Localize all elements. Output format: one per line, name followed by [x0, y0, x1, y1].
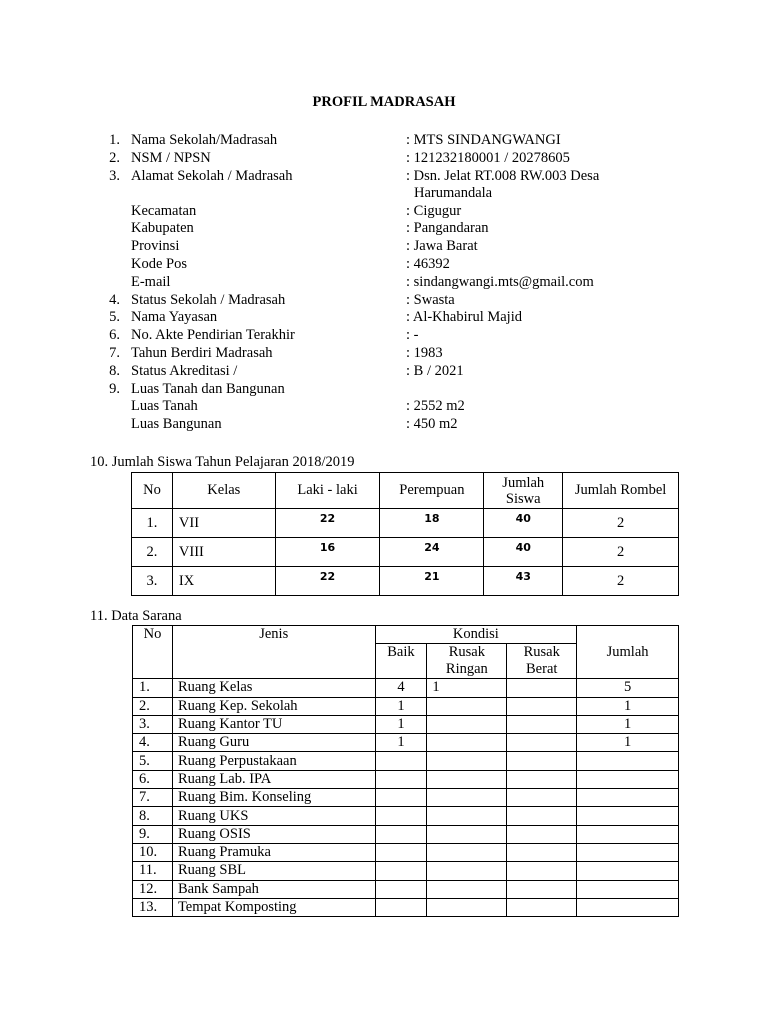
cell-baik	[375, 770, 427, 788]
profile-num: 7.	[109, 344, 120, 361]
cell-rusak-berat	[507, 770, 577, 788]
cell-baik: 1	[375, 715, 427, 733]
cell-perempuan: 18	[380, 509, 484, 538]
cell-perempuan: 21	[380, 567, 484, 596]
profile-num: 3.	[109, 167, 120, 184]
table-row	[133, 898, 679, 916]
profile-value	[406, 292, 455, 310]
profile-num: 4.	[109, 291, 120, 308]
header-jumlah: Jumlah	[577, 626, 679, 679]
table-row	[132, 567, 679, 596]
cell-baik	[375, 880, 427, 898]
cell-jumlah	[577, 862, 679, 880]
cell-no: 2.	[133, 697, 173, 715]
profile-row	[90, 150, 690, 168]
cell-baik: 4	[375, 679, 427, 697]
cell-rusak-ringan	[427, 880, 507, 898]
profile-value-text: : MTS SINDANGWANGI	[406, 132, 561, 148]
cell-rusak-ringan	[427, 862, 507, 880]
cell-jenis: Ruang SBL	[172, 862, 375, 880]
header-rusak-ringan-line2: Ringan	[445, 661, 488, 678]
header-kelas: Kelas	[172, 473, 275, 509]
profile-value	[406, 238, 478, 256]
profile-row	[90, 327, 690, 345]
profile-row	[90, 345, 690, 363]
cell-rusak-ringan	[427, 807, 507, 825]
cell-jumlah: 1	[577, 734, 679, 752]
cell-jumlah: 40	[484, 509, 563, 538]
header-no: No	[132, 473, 173, 509]
profile-num: 6.	[109, 327, 120, 344]
profile-label: E-mail	[131, 273, 171, 290]
table-row	[133, 825, 679, 843]
cell-jumlah	[577, 752, 679, 770]
table-row	[133, 752, 679, 770]
profile-value-text: : Jawa Barat	[406, 238, 478, 255]
profile-value	[406, 168, 599, 204]
profile-value-line2: Harumandala	[414, 185, 493, 202]
profile-label: Luas Tanah dan Bangunan	[131, 380, 285, 397]
cell-jumlah: 40	[484, 538, 563, 567]
cell-baik	[375, 843, 427, 861]
cell-rusak-ringan	[427, 843, 507, 861]
page-title: PROFIL MADRASAH	[312, 94, 456, 110]
profile-value	[406, 203, 461, 221]
student-count-table	[131, 472, 679, 596]
cell-baik: 1	[375, 697, 427, 715]
profile-value-text: : 1983	[406, 344, 443, 361]
table-row	[132, 509, 679, 538]
profile-label: Status Akreditasi /	[131, 362, 238, 379]
cell-rusak-berat	[507, 843, 577, 861]
cell-jumlah	[577, 843, 679, 861]
profile-value	[406, 345, 443, 363]
profile-num: 9.	[109, 380, 120, 397]
cell-jenis: Ruang Guru	[172, 734, 375, 752]
cell-jumlah	[577, 825, 679, 843]
table-row	[133, 770, 679, 788]
table-row	[133, 697, 679, 715]
cell-kelas: IX	[172, 567, 275, 596]
cell-jumlah: 1	[577, 715, 679, 733]
header-kondisi: Kondisi	[375, 626, 577, 644]
profile-value-text: : B / 2021	[406, 362, 464, 379]
cell-rusak-berat	[507, 752, 577, 770]
cell-rombel: 2	[563, 509, 679, 538]
header-rusak-berat-line1: Rusak	[523, 644, 560, 661]
profile-list	[90, 132, 690, 434]
cell-rusak-ringan: 1	[427, 679, 507, 697]
header-rusak-berat-line2: Berat	[526, 661, 558, 678]
profile-label: Nama Sekolah/Madrasah	[131, 132, 278, 148]
cell-jumlah	[577, 807, 679, 825]
cell-rusak-berat	[507, 825, 577, 843]
facilities-table	[132, 625, 679, 917]
header-jumlah-line1: Jumlah	[502, 474, 545, 491]
cell-laki: 22	[275, 567, 380, 596]
table-row	[133, 807, 679, 825]
profile-label: Kecamatan	[131, 202, 197, 219]
profile-value	[406, 132, 561, 150]
cell-jenis: Ruang Kep. Sekolah	[172, 697, 375, 715]
cell-baik	[375, 898, 427, 916]
table-row	[133, 679, 679, 697]
cell-no: 5.	[133, 752, 173, 770]
profile-label: Alamat Sekolah / Madrasah	[131, 167, 293, 184]
profile-value-text: : -	[406, 327, 419, 344]
cell-rusak-ringan	[427, 752, 507, 770]
header-rusak-ringan	[427, 644, 507, 679]
cell-jumlah	[577, 880, 679, 898]
cell-no: 2.	[132, 538, 173, 567]
cell-no: 13.	[133, 898, 173, 916]
cell-no: 3.	[133, 715, 173, 733]
profile-value-text: : Pangandaran	[406, 220, 489, 237]
cell-jenis: Ruang Kantor TU	[172, 715, 375, 733]
profile-row	[90, 256, 690, 274]
cell-rusak-berat	[507, 715, 577, 733]
profile-row	[90, 398, 690, 416]
cell-rusak-berat	[507, 789, 577, 807]
cell-jumlah	[577, 789, 679, 807]
cell-jumlah: 5	[577, 679, 679, 697]
cell-no: 7.	[133, 789, 173, 807]
cell-jenis: Ruang UKS	[172, 807, 375, 825]
cell-jumlah: 1	[577, 697, 679, 715]
table-row	[132, 538, 679, 567]
header-rombel: Jumlah Rombel	[563, 473, 679, 509]
profile-value-text: : 46392	[406, 255, 450, 272]
cell-rusak-ringan	[427, 789, 507, 807]
cell-jenis: Ruang OSIS	[172, 825, 375, 843]
profile-label: Kabupaten	[131, 220, 194, 237]
cell-no: 1.	[132, 509, 173, 538]
cell-no: 10.	[133, 843, 173, 861]
profile-value	[406, 398, 465, 416]
profile-label: Kode Pos	[131, 255, 187, 272]
profile-num: 2.	[109, 149, 120, 166]
cell-rusak-berat	[507, 697, 577, 715]
table-row	[133, 734, 679, 752]
header-perempuan: Perempuan	[380, 473, 484, 509]
profile-num: 1.	[109, 132, 120, 148]
cell-rusak-berat	[507, 807, 577, 825]
profile-label: Provinsi	[131, 238, 180, 255]
profile-value-text: : sindangwangi.mts@gmail.com	[406, 273, 594, 290]
cell-rombel: 2	[563, 567, 679, 596]
profile-value-text: : Al-Khabirul Majid	[406, 309, 522, 326]
section-10-title: 10. Jumlah Siswa Tahun Pelajaran 2018/2019	[90, 454, 355, 470]
profile-row	[90, 238, 690, 256]
cell-rusak-ringan	[427, 734, 507, 752]
table-row	[133, 880, 679, 898]
cell-no: 6.	[133, 770, 173, 788]
cell-jumlah: 43	[484, 567, 563, 596]
table-row	[133, 843, 679, 861]
header-jumlah-line2: Siswa	[505, 490, 541, 507]
cell-no: 8.	[133, 807, 173, 825]
profile-num: 8.	[109, 362, 120, 379]
profile-label: NSM / NPSN	[131, 149, 211, 166]
cell-baik	[375, 862, 427, 880]
cell-laki: 16	[275, 538, 380, 567]
cell-rusak-berat	[507, 734, 577, 752]
profile-label: Luas Bangunan	[131, 416, 222, 433]
profile-value	[406, 416, 458, 434]
cell-rusak-ringan	[427, 697, 507, 715]
header-jumlah-siswa	[484, 473, 563, 509]
cell-rusak-ringan	[427, 715, 507, 733]
cell-jenis: Bank Sampah	[172, 880, 375, 898]
profile-value-text: : 121232180001 / 20278605	[406, 149, 570, 166]
cell-no: 3.	[132, 567, 173, 596]
cell-laki: 22	[275, 509, 380, 538]
profile-value-text: : 2552 m2	[406, 398, 465, 415]
cell-no: 4.	[133, 734, 173, 752]
table-row	[133, 862, 679, 880]
cell-rusak-ringan	[427, 770, 507, 788]
cell-jenis: Ruang Lab. IPA	[172, 770, 375, 788]
header-no: No	[133, 626, 173, 679]
profile-num: 5.	[109, 309, 120, 326]
profile-label: Nama Yayasan	[131, 309, 218, 326]
cell-rusak-berat	[507, 898, 577, 916]
cell-no: 1.	[133, 679, 173, 697]
cell-baik	[375, 789, 427, 807]
header-jenis: Jenis	[172, 626, 375, 679]
profile-row	[90, 309, 690, 327]
profile-value	[406, 309, 522, 327]
profile-value	[406, 327, 418, 345]
profile-value	[406, 220, 489, 238]
profile-value-text: : Cigugur	[406, 202, 462, 219]
cell-perempuan: 24	[380, 538, 484, 567]
profile-row	[90, 416, 690, 434]
header-laki: Laki - laki	[275, 473, 380, 509]
profile-label: Luas Tanah	[131, 398, 198, 415]
profile-row	[90, 203, 690, 221]
table-row	[133, 715, 679, 733]
cell-rusak-ringan	[427, 898, 507, 916]
profile-row	[90, 132, 690, 150]
profile-value-text: : Dsn. Jelat RT.008 RW.003 Desa	[406, 167, 600, 184]
cell-no: 11.	[133, 862, 173, 880]
cell-jenis: Ruang Perpustakaan	[172, 752, 375, 770]
cell-baik	[375, 807, 427, 825]
section-11-title: 11. Data Sarana	[90, 608, 182, 624]
profile-value	[406, 256, 450, 274]
cell-baik	[375, 752, 427, 770]
cell-jenis: Ruang Bim. Konseling	[172, 789, 375, 807]
profile-value-text: : Swasta	[406, 291, 455, 308]
table-row	[133, 789, 679, 807]
profile-value-text: : 450 m2	[406, 416, 458, 433]
profile-row	[90, 274, 690, 292]
profile-row	[90, 363, 690, 381]
cell-rusak-berat	[507, 880, 577, 898]
profile-row	[90, 381, 690, 399]
profile-row	[90, 168, 690, 203]
cell-jumlah	[577, 770, 679, 788]
header-rusak-ringan-line1: Rusak	[448, 644, 485, 661]
header-rusak-berat	[507, 644, 577, 679]
profile-value	[406, 274, 594, 292]
cell-kelas: VIII	[172, 538, 275, 567]
profile-row	[90, 292, 690, 310]
profile-value	[406, 150, 570, 168]
header-baik: Baik	[375, 644, 427, 679]
cell-baik	[375, 825, 427, 843]
cell-jenis: Tempat Komposting	[172, 898, 375, 916]
profile-row	[90, 220, 690, 238]
cell-jenis: Ruang Pramuka	[172, 843, 375, 861]
profile-label: No. Akte Pendirian Terakhir	[131, 327, 295, 344]
cell-kelas: VII	[172, 509, 275, 538]
profile-value	[406, 363, 464, 381]
cell-no: 12.	[133, 880, 173, 898]
cell-baik: 1	[375, 734, 427, 752]
cell-rusak-berat	[507, 862, 577, 880]
profile-label: Status Sekolah / Madrasah	[131, 291, 286, 308]
cell-no: 9.	[133, 825, 173, 843]
cell-rusak-berat	[507, 679, 577, 697]
profile-label: Tahun Berdiri Madrasah	[131, 344, 273, 361]
cell-jumlah	[577, 898, 679, 916]
cell-rusak-ringan	[427, 825, 507, 843]
cell-jenis: Ruang Kelas	[172, 679, 375, 697]
cell-rombel: 2	[563, 538, 679, 567]
